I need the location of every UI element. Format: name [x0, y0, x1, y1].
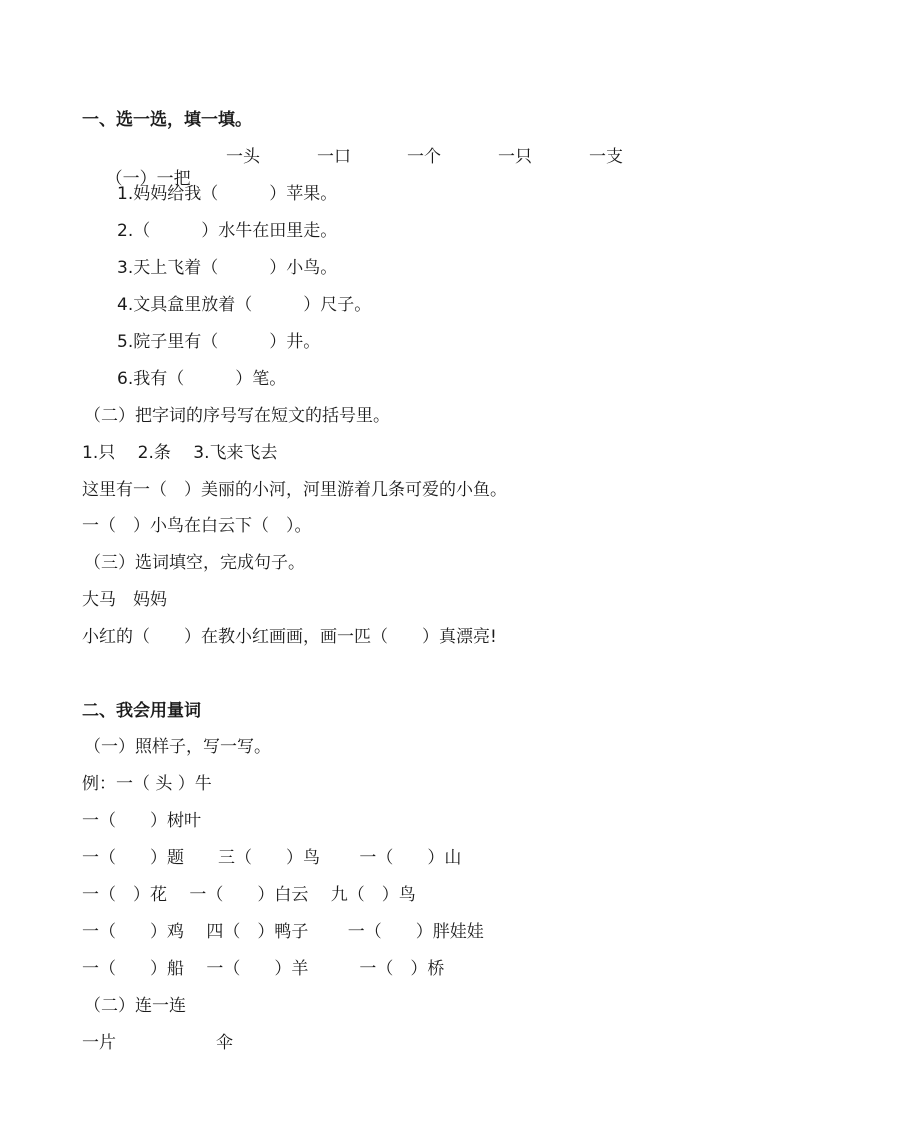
question-1: 1.妈妈给我（ ）苹果。	[117, 184, 338, 204]
part-3-heading: （三）选词填空，完成句子。	[84, 553, 305, 573]
measure-row-5: 一（ ）船 一（ ）羊 一（ ）桥	[82, 959, 445, 979]
part-2-heading: （二）把字词的序号写在短文的括号里。	[84, 406, 390, 426]
measure-row-4: 一（ ）鸡 四（ ）鸭子 一（ ）胖娃娃	[82, 922, 484, 942]
part-2-sentence-1: 这里有一（ ）美丽的小河，河里游着几条可爱的小鱼。	[82, 480, 507, 500]
part-3-options: 大马 妈妈	[82, 590, 167, 610]
question-4: 4.文具盒里放着（ ）尺子。	[117, 295, 372, 315]
word-option: 一口	[317, 147, 351, 167]
word-option: 一头	[226, 147, 260, 167]
section-2-part-2-heading: （二）连一连	[84, 996, 186, 1016]
example-line: 例：一（ 头 ）牛	[82, 774, 212, 794]
measure-row-3: 一（ ）花 一（ ）白云 九（ ）鸟	[82, 885, 416, 905]
question-5: 5.院子里有（ ）井。	[117, 332, 321, 352]
part-2-sentence-2: 一（ ）小鸟在白云下（ ）。	[82, 516, 312, 536]
measure-row-1: 一（ ）树叶	[82, 811, 201, 831]
part-2-options: 1.只 2.条 3.飞来飞去	[82, 443, 278, 463]
word-option: 一支	[589, 147, 623, 167]
part-1-heading-text: （一）一把	[105, 169, 191, 189]
section-1-title: 一、选一选，填一填。	[82, 110, 252, 130]
section-2-title: 二、我会用量词	[82, 701, 201, 721]
match-right-item: 伞	[216, 1033, 233, 1053]
question-2: 2.（ ）水牛在田里走。	[117, 221, 338, 241]
part-1-heading	[84, 146, 191, 189]
word-option: 一个	[407, 147, 441, 167]
part-3-sentence: 小红的（ ）在教小红画画，画一匹（ ）真漂亮!	[82, 627, 497, 647]
question-3: 3.天上飞着（ ）小鸟。	[117, 258, 338, 278]
question-6: 6.我有（ ）笔。	[117, 369, 287, 389]
match-left-item: 一片	[82, 1033, 116, 1053]
section-2-part-1-heading: （一）照样子，写一写。	[84, 737, 271, 757]
measure-row-2: 一（ ）题 三（ ）鸟 一（ ）山	[82, 848, 462, 868]
word-option: 一只	[498, 147, 532, 167]
